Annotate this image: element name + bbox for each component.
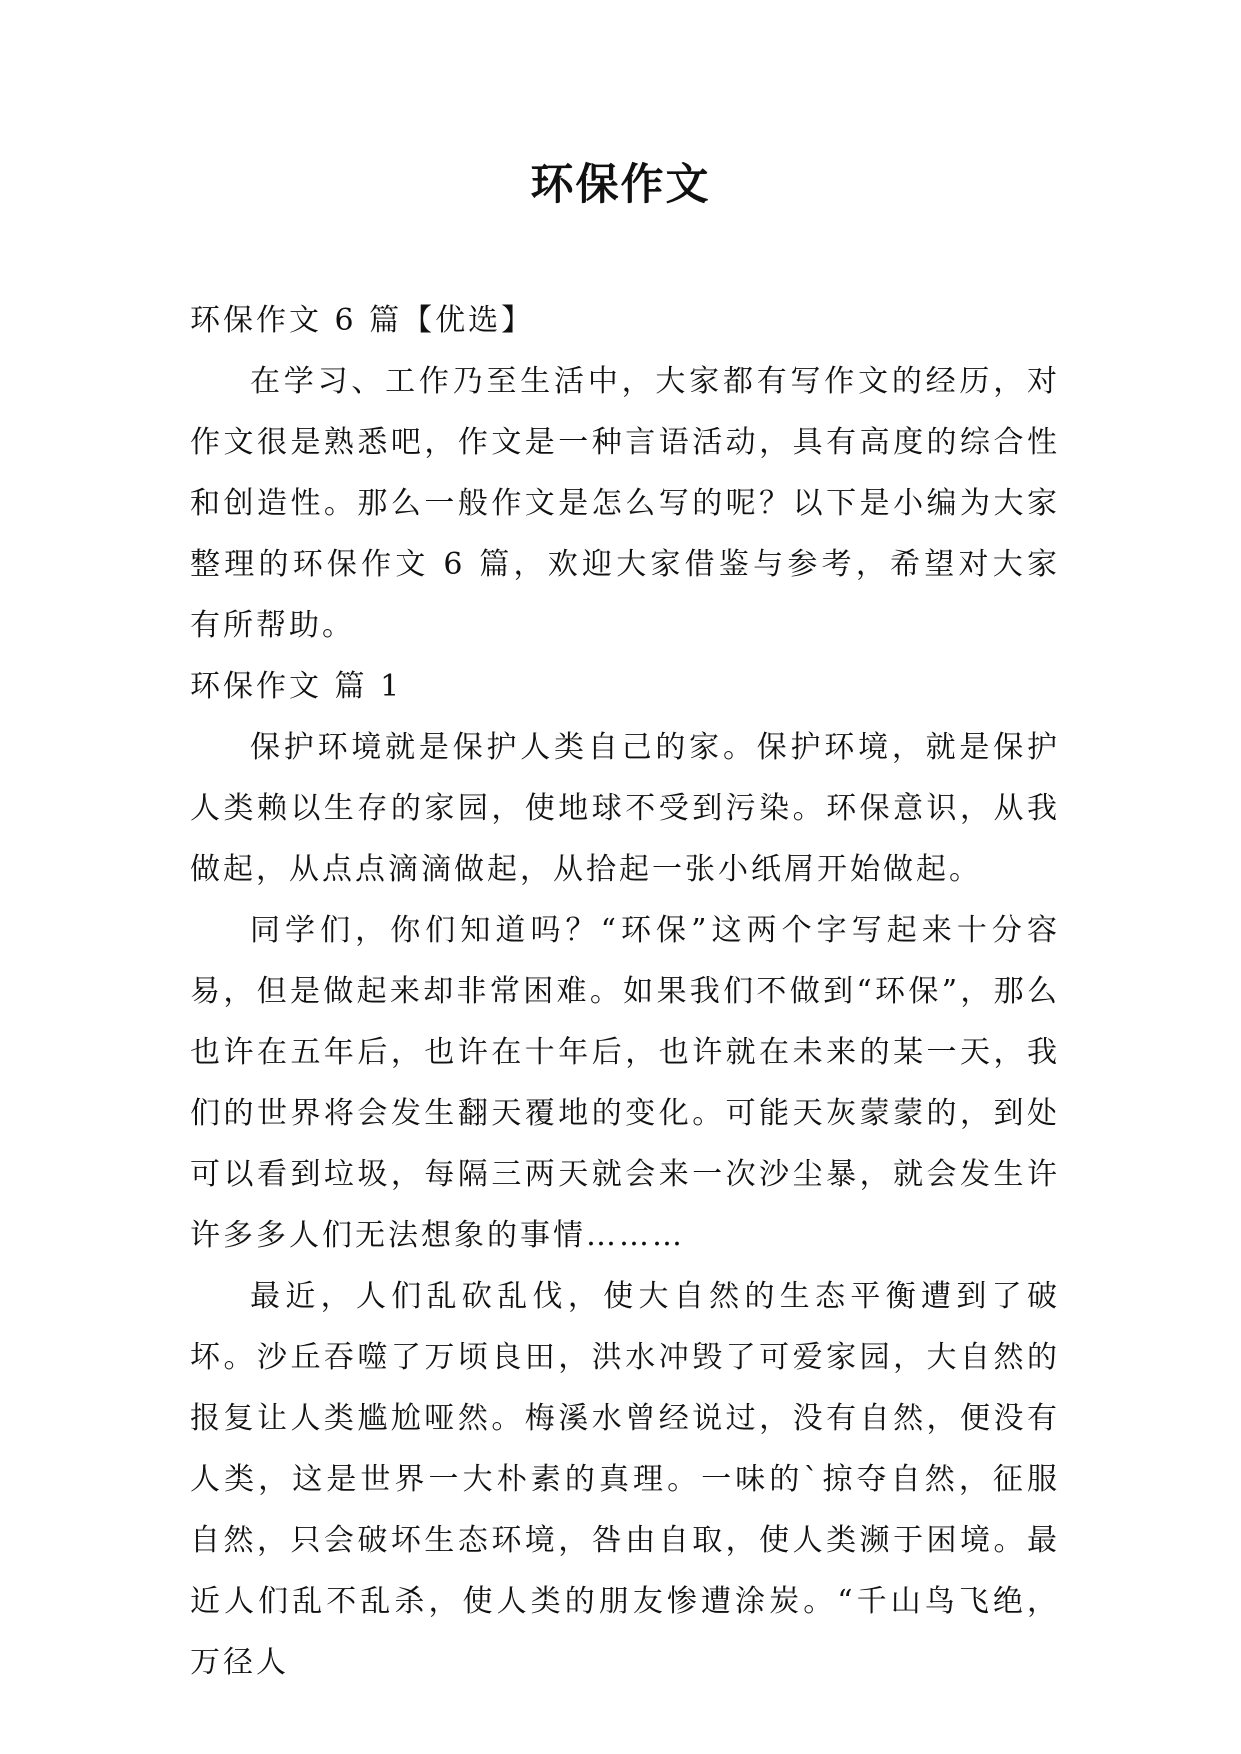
document-title: 环保作文 [530,160,711,210]
intro-paragraph: 在学习、工作乃至生活中，大家都有写作文的经历，对作文很是熟悉吧，作文是一种言语活动，具有高度的综合性和创造性。那么一般作文是怎么写的呢？以下是小编为大家整理的环保作文 6 篇，欢迎大家借鉴与参考，希望对大家有所帮助。 [190,364,1060,643]
body-paragraph: 同学们，你们知道吗？“环保”这两个字写起来十分容易，但是做起来却非常困难。如果我们不做到“环保”，那么也许在五年后，也许在十年后，也许就在未来的某一天，我们的世界将会发生翻天覆地的变化。可能天灰蒙蒙的，到处可以看到垃圾，每隔三两天就会来一次沙尘暴，就会发生许许多多人们无法想象的事情……… [190,913,1060,1253]
body-paragraph: 最近，人们乱砍乱伐，使大自然的生态平衡遭到了破坏。沙丘吞噬了万顷良田，洪水冲毁了可爱家园，大自然的报复让人类尴尬哑然。梅溪水曾经说过，没有自然，便没有人类，这是世界一大朴素的真理。一味的`掠夺自然，征服自然，只会破坏生态环境，咎由自取，使人类濒于困境。最近人们乱不乱杀，使人类的朋友惨遭涂炭。“千山鸟飞绝，万径人 [190,1279,1060,1680]
section-heading: 环保作文 篇 1 [190,669,403,704]
subtitle: 环保作文 6 篇【优选】 [190,303,535,338]
document-body [190,290,1060,1693]
body-paragraph: 保护环境就是保护人类自己的家。保护环境，就是保护人类赖以生存的家园，使地球不受到污染。环保意识，从我做起，从点点滴滴做起，从拾起一张小纸屑开始做起。 [190,730,1060,887]
